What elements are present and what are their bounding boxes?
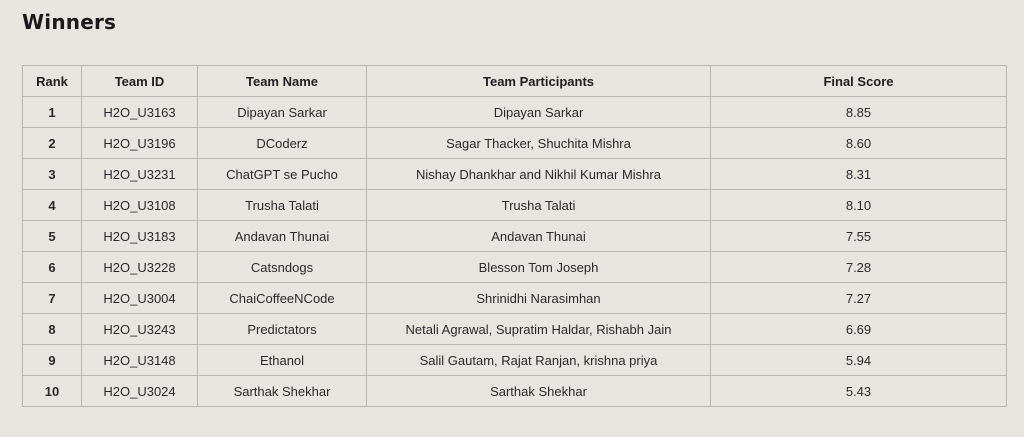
team-name-cell: DCoderz [198,128,367,159]
team-id-cell: H2O_U3243 [82,314,198,345]
winners-table [22,65,1007,407]
participants-cell: Shrinidhi Narasimhan [367,283,711,314]
team-name-cell: Andavan Thunai [198,221,367,252]
table-row [23,283,1007,314]
team-id-cell: H2O_U3228 [82,252,198,283]
team-id-cell: H2O_U3148 [82,345,198,376]
team-name-cell: ChaiCoffeeNCode [198,283,367,314]
rank-cell: 5 [23,221,82,252]
rank-cell: 4 [23,190,82,221]
score-cell: 5.94 [711,345,1007,376]
table-row [23,97,1007,128]
table-row [23,128,1007,159]
score-cell: 8.60 [711,128,1007,159]
team-id-cell: H2O_U3196 [82,128,198,159]
score-cell: 7.55 [711,221,1007,252]
header-team-participants: Team Participants [367,66,711,97]
score-cell: 8.10 [711,190,1007,221]
rank-cell: 2 [23,128,82,159]
rank-cell: 7 [23,283,82,314]
team-id-cell: H2O_U3163 [82,97,198,128]
header-team-name: Team Name [198,66,367,97]
participants-cell: Salil Gautam, Rajat Ranjan, krishna priya [367,345,711,376]
header-team-id: Team ID [82,66,198,97]
rank-cell: 6 [23,252,82,283]
participants-cell: Sagar Thacker, Shuchita Mishra [367,128,711,159]
table-row [23,190,1007,221]
team-id-cell: H2O_U3108 [82,190,198,221]
rank-cell: 3 [23,159,82,190]
score-cell: 7.27 [711,283,1007,314]
score-cell: 8.85 [711,97,1007,128]
score-cell: 5.43 [711,376,1007,407]
participants-cell: Sarthak Shekhar [367,376,711,407]
table-row [23,345,1007,376]
header-final-score: Final Score [711,66,1007,97]
rank-cell: 8 [23,314,82,345]
rank-cell: 9 [23,345,82,376]
table-row [23,376,1007,407]
header-rank: Rank [23,66,82,97]
participants-cell: Nishay Dhankhar and Nikhil Kumar Mishra [367,159,711,190]
participants-cell: Dipayan Sarkar [367,97,711,128]
rank-cell: 10 [23,376,82,407]
table-row [23,314,1007,345]
table-row [23,221,1007,252]
rank-cell: 1 [23,97,82,128]
table-row [23,252,1007,283]
team-name-cell: Predictators [198,314,367,345]
team-name-cell: Trusha Talati [198,190,367,221]
team-id-cell: H2O_U3183 [82,221,198,252]
table-header-row [23,66,1007,97]
team-name-cell: Ethanol [198,345,367,376]
team-name-cell: Sarthak Shekhar [198,376,367,407]
team-name-cell: ChatGPT se Pucho [198,159,367,190]
team-id-cell: H2O_U3004 [82,283,198,314]
team-id-cell: H2O_U3024 [82,376,198,407]
page-title: Winners [22,10,117,34]
participants-cell: Netali Agrawal, Supratim Haldar, Rishabh Jain [367,314,711,345]
table-row [23,159,1007,190]
participants-cell: Andavan Thunai [367,221,711,252]
team-name-cell: Dipayan Sarkar [198,97,367,128]
score-cell: 6.69 [711,314,1007,345]
team-id-cell: H2O_U3231 [82,159,198,190]
score-cell: 7.28 [711,252,1007,283]
participants-cell: Trusha Talati [367,190,711,221]
team-name-cell: Catsndogs [198,252,367,283]
participants-cell: Blesson Tom Joseph [367,252,711,283]
score-cell: 8.31 [711,159,1007,190]
